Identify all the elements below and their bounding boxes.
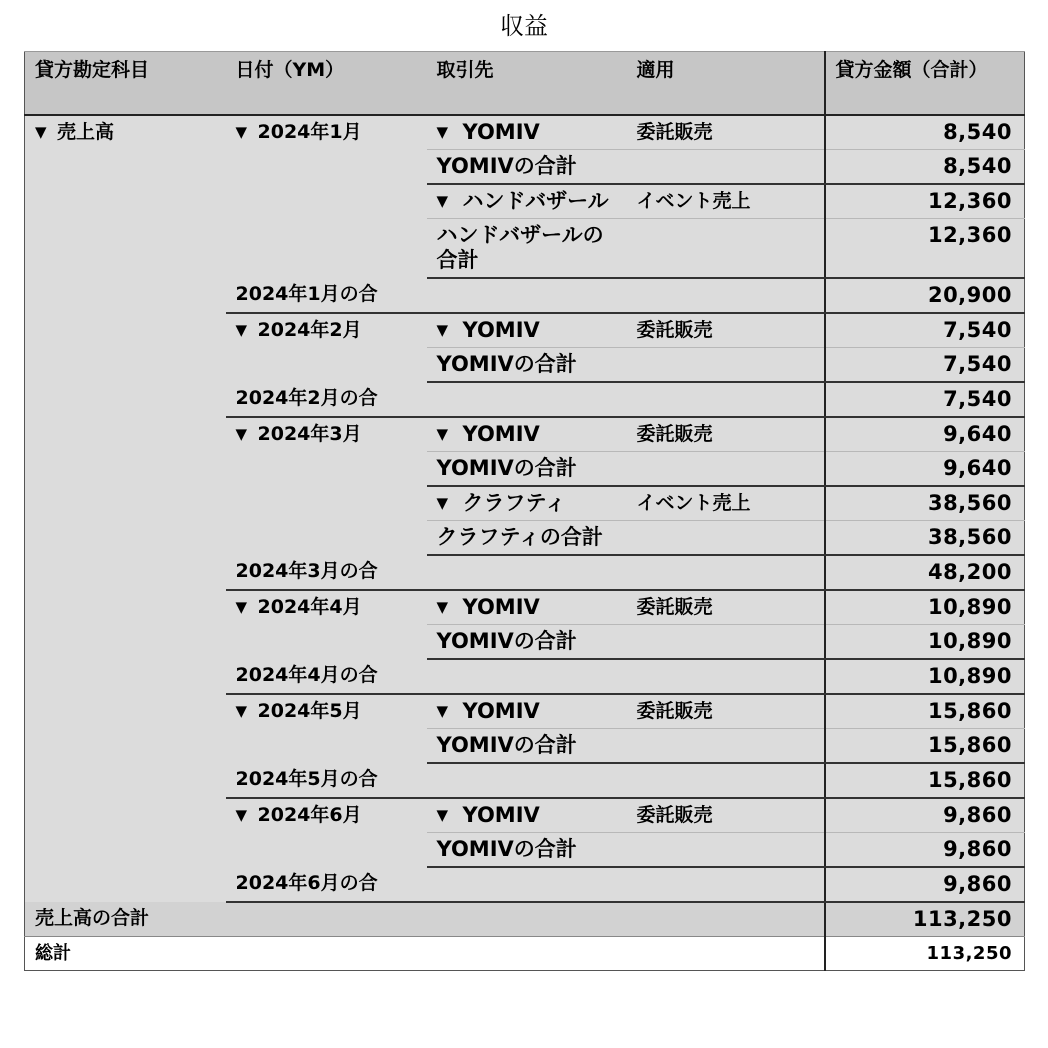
vendor-cell[interactable] [427, 313, 627, 348]
header-amount[interactable]: 貸方金額（合計） [825, 52, 1025, 116]
vendor-total-label: ハンドバザールの合計 [427, 219, 627, 279]
vendor-total-label: クラフティの合計 [427, 521, 627, 556]
vendor-total-label: YOMIVの合計 [427, 348, 627, 383]
month-total-amount: 10,890 [825, 659, 1025, 694]
vendor-expand-icon[interactable]: ▼ [436, 494, 449, 512]
vendor-total-amount: 15,860 [825, 729, 1025, 764]
month-expand-icon[interactable]: ▼ [235, 425, 248, 443]
month-cell[interactable] [226, 115, 427, 278]
month-expand-icon[interactable]: ▼ [235, 702, 248, 720]
amount-cell: 12,360 [825, 184, 1025, 219]
vendor-wrap [437, 595, 617, 620]
month-total-amount: 15,860 [825, 763, 1025, 798]
vendor-total-amount: 7,540 [825, 348, 1025, 383]
amount-cell: 10,890 [825, 590, 1025, 625]
vendor-total-label: YOMIVの合計 [427, 150, 627, 185]
month-expand-icon[interactable]: ▼ [235, 598, 248, 616]
month-total-amount: 7,540 [825, 382, 1025, 417]
memo-cell: 委託販売 [627, 694, 825, 729]
memo-cell: 委託販売 [627, 798, 825, 833]
amount-cell: 9,640 [825, 417, 1025, 452]
month-cell[interactable] [226, 590, 427, 659]
vendor-cell[interactable] [427, 486, 627, 521]
amount-cell: 38,560 [825, 486, 1025, 521]
pivot-body [25, 115, 1025, 971]
empty-cell [627, 867, 825, 902]
memo-cell: 委託販売 [627, 313, 825, 348]
month-expand-icon[interactable]: ▼ [235, 123, 248, 141]
grand-total-row [25, 937, 1025, 971]
empty-cell [627, 452, 825, 487]
empty-cell [627, 729, 825, 764]
grand-total-label: 総計 [25, 937, 226, 971]
month-total-amount: 9,860 [825, 867, 1025, 902]
header-memo[interactable]: 適用 [627, 52, 825, 116]
vendor-label: YOMIV [462, 120, 540, 144]
memo-cell: 委託販売 [627, 115, 825, 150]
month-total-amount: 20,900 [825, 278, 1025, 313]
vendor-total-label: YOMIVの合計 [427, 452, 627, 487]
vendor-total-amount: 8,540 [825, 150, 1025, 185]
vendor-wrap [437, 120, 617, 145]
account-total-amount: 113,250 [825, 902, 1025, 937]
amount-cell: 7,540 [825, 313, 1025, 348]
empty-cell [427, 555, 627, 590]
amount-cell: 15,860 [825, 694, 1025, 729]
vendor-cell[interactable] [427, 590, 627, 625]
vendor-wrap [437, 803, 617, 828]
empty-cell [427, 902, 627, 937]
month-label: 2024年3月 [257, 423, 362, 445]
vendor-label: ハンドバザール [462, 189, 609, 213]
vendor-expand-icon[interactable]: ▼ [436, 192, 449, 210]
memo-cell: イベント売上 [627, 486, 825, 521]
empty-cell [427, 278, 627, 313]
empty-cell [627, 659, 825, 694]
vendor-expand-icon[interactable]: ▼ [436, 425, 449, 443]
month-total-label: 2024年4月の合 [226, 659, 427, 694]
vendor-label: クラフティ [462, 491, 566, 515]
header-row [25, 52, 1025, 116]
empty-cell [627, 555, 825, 590]
memo-cell: 委託販売 [627, 590, 825, 625]
header-date[interactable]: 日付（YM） [226, 52, 427, 116]
vendor-cell[interactable] [427, 184, 627, 219]
empty-cell [627, 833, 825, 868]
vendor-total-amount: 10,890 [825, 625, 1025, 660]
vendor-label: YOMIV [462, 803, 540, 827]
empty-cell [226, 937, 427, 971]
empty-cell [427, 382, 627, 417]
vendor-wrap [437, 699, 617, 724]
vendor-total-amount: 9,860 [825, 833, 1025, 868]
header-vendor[interactable]: 取引先 [427, 52, 627, 116]
vendor-label: YOMIV [462, 318, 540, 342]
vendor-total-label: YOMIVの合計 [427, 625, 627, 660]
detail-row [25, 115, 1025, 150]
month-cell[interactable] [226, 417, 427, 555]
month-expand-icon[interactable]: ▼ [235, 321, 248, 339]
vendor-expand-icon[interactable]: ▼ [436, 702, 449, 720]
month-total-label: 2024年2月の合 [226, 382, 427, 417]
vendor-cell[interactable] [427, 417, 627, 452]
account-cell[interactable] [25, 115, 226, 902]
vendor-cell[interactable] [427, 694, 627, 729]
header-account[interactable]: 貸方勘定科目 [25, 52, 226, 116]
empty-cell [427, 659, 627, 694]
amount-cell: 8,540 [825, 115, 1025, 150]
vendor-total-amount: 12,360 [825, 219, 1025, 279]
empty-cell [427, 937, 627, 971]
memo-cell: 委託販売 [627, 417, 825, 452]
vendor-label: YOMIV [462, 699, 540, 723]
empty-cell [627, 521, 825, 556]
vendor-total-label: YOMIVの合計 [427, 729, 627, 764]
pivot-table [24, 51, 1025, 971]
vendor-wrap [437, 422, 617, 447]
month-label: 2024年1月 [257, 121, 362, 143]
memo-cell: イベント売上 [627, 184, 825, 219]
month-total-label: 2024年5月の合 [226, 763, 427, 798]
empty-cell [627, 278, 825, 313]
vendor-expand-icon[interactable]: ▼ [436, 806, 449, 824]
empty-cell [627, 219, 825, 279]
empty-cell [627, 150, 825, 185]
vendor-wrap [437, 491, 617, 516]
empty-cell [627, 937, 825, 971]
vendor-wrap [437, 189, 617, 214]
month-total-amount: 48,200 [825, 555, 1025, 590]
amount-cell: 9,860 [825, 798, 1025, 833]
account-label: 売上高 [57, 121, 115, 143]
vendor-wrap [437, 318, 617, 343]
account-total-label: 売上高の合計 [25, 902, 226, 937]
vendor-label: YOMIV [462, 422, 540, 446]
vendor-total-label: YOMIVの合計 [427, 833, 627, 868]
account-total-row [25, 902, 1025, 937]
month-expand-icon[interactable]: ▼ [235, 806, 248, 824]
grand-total-amount: 113,250 [825, 937, 1025, 971]
month-cell[interactable] [226, 694, 427, 763]
vendor-total-amount: 9,640 [825, 452, 1025, 487]
empty-cell [627, 902, 825, 937]
vendor-expand-icon[interactable]: ▼ [436, 123, 449, 141]
vendor-cell[interactable] [427, 798, 627, 833]
month-cell[interactable] [226, 313, 427, 382]
empty-cell [427, 867, 627, 902]
month-label: 2024年5月 [257, 700, 362, 722]
vendor-expand-icon[interactable]: ▼ [436, 598, 449, 616]
empty-cell [627, 382, 825, 417]
month-label: 2024年2月 [257, 319, 362, 341]
month-label: 2024年4月 [257, 596, 362, 618]
empty-cell [427, 763, 627, 798]
month-total-label: 2024年1月の合 [226, 278, 427, 313]
vendor-expand-icon[interactable]: ▼ [436, 321, 449, 339]
vendor-cell[interactable] [427, 115, 627, 150]
vendor-label: YOMIV [462, 595, 540, 619]
report-title: 収益 [500, 12, 548, 40]
month-total-label: 2024年6月の合 [226, 867, 427, 902]
account-expand-icon[interactable]: ▼ [35, 123, 47, 141]
month-total-label: 2024年3月の合 [226, 555, 427, 590]
empty-cell [627, 763, 825, 798]
month-cell[interactable] [226, 798, 427, 867]
month-label: 2024年6月 [257, 804, 362, 826]
empty-cell [226, 902, 427, 937]
empty-cell [627, 348, 825, 383]
empty-cell [627, 625, 825, 660]
vendor-total-amount: 38,560 [825, 521, 1025, 556]
